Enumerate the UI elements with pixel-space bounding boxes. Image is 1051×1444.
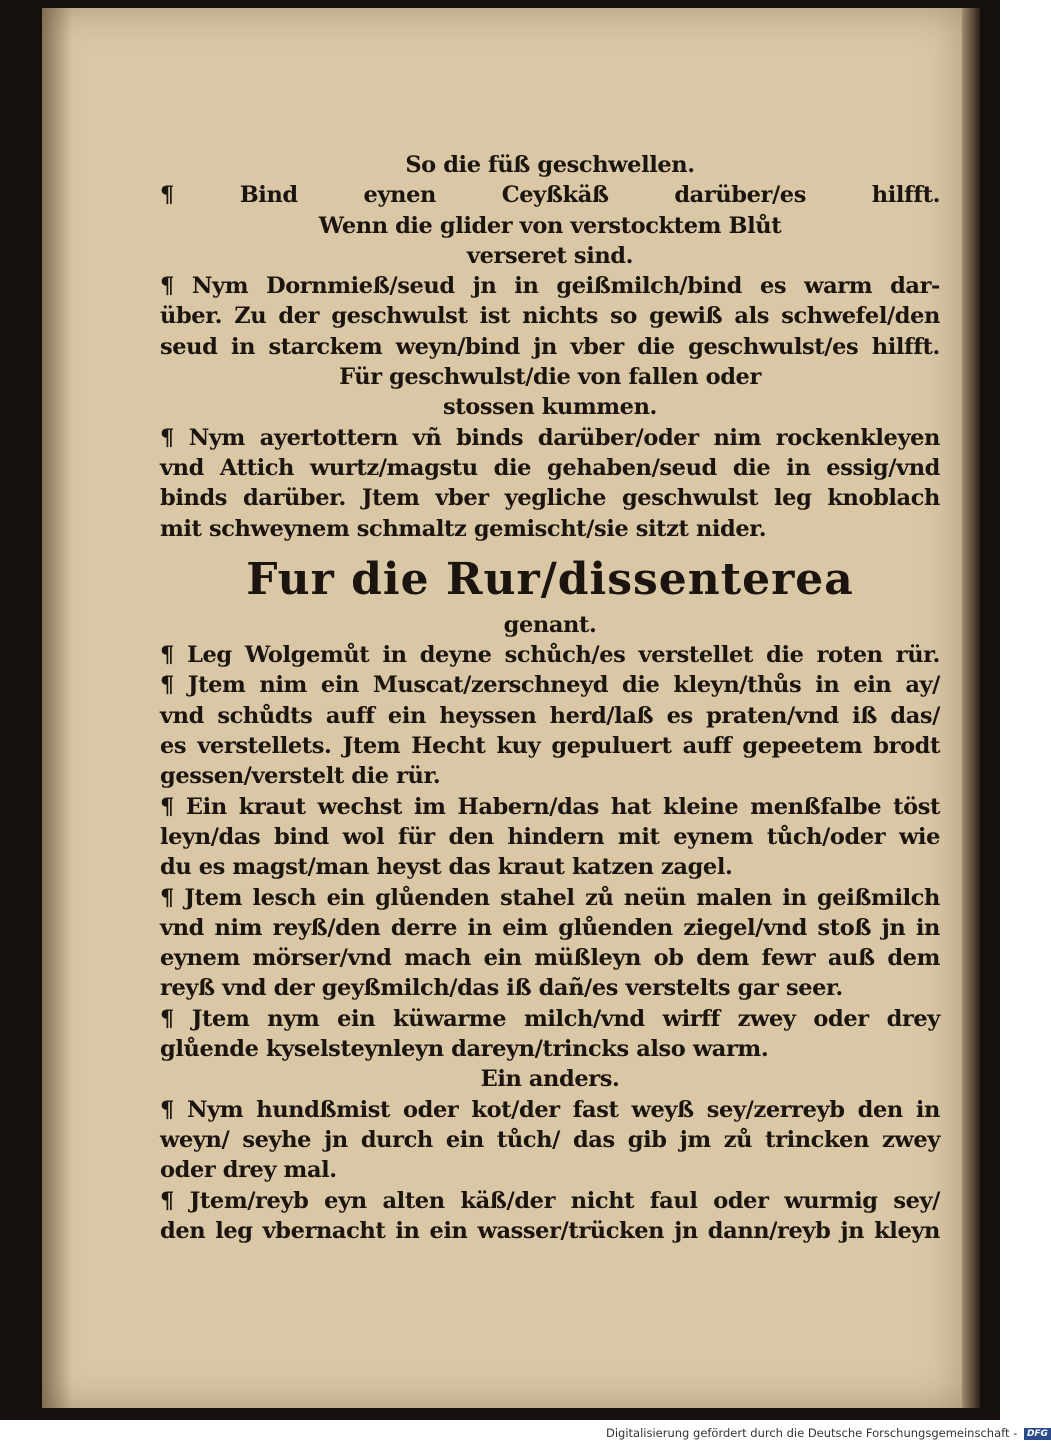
gutter-shadow bbox=[42, 8, 72, 1408]
text-line: glůende kyselsteynleyn dareyn/trincks also warm. bbox=[160, 1036, 769, 1063]
heading-line: Wenn die glider von verstocktem Blůt bbox=[318, 212, 782, 239]
text-line: eynem mörser/vnd mach ein müßleyn ob dem fewr auß dem bbox=[160, 945, 940, 972]
text-line: vnd Attich wurtz/magstu die gehaben/seud die in essig/vnd bbox=[160, 454, 940, 481]
text-line: ¶ Jtem nim ein Muscat/zerschneyd die kleyn/thůs in ein ay/ bbox=[160, 672, 940, 699]
dfg-logo: DFG bbox=[1024, 1428, 1051, 1440]
text-line: ¶ Jtem lesch ein glůenden stahel zů neün malen in geißmilch bbox=[160, 884, 940, 911]
text-line: ¶ Bind eynen Ceyßkäß darüber/es hilfft. bbox=[160, 182, 940, 209]
heading-line: Für geschwulst/die von fallen oder bbox=[339, 364, 761, 391]
text-line: es verstellets. Jtem Hecht kuy gepuluert auff gepeetem brodt bbox=[160, 733, 940, 760]
section-title: Fur die Rur/dissenterea bbox=[246, 553, 854, 605]
text-line: seud in starckem weyn/bind jn vber die geschwulst/es hilfft. bbox=[160, 333, 940, 360]
footer-text: Digitalisierung gefördert durch die Deutsche Forschungsgemeinschaft - bbox=[606, 1426, 1018, 1440]
text-line: vnd schůdts auff ein heyssen herd/laß es praten/vnd iß das/ bbox=[160, 702, 940, 729]
text-line: ¶ Nym Dornmieß/seud jn in geißmilch/bind es warm dar- bbox=[160, 273, 940, 300]
heading-line: verseret sind. bbox=[466, 242, 634, 269]
text-line: über. Zu der geschwulst ist nichts so gewiß als schwefel/den bbox=[160, 303, 940, 330]
text-line: den leg vbernacht in ein wasser/trücken jn dann/reyb jn kleyn bbox=[160, 1217, 940, 1244]
text-line: ¶ Nym hundßmist oder kot/der fast weyß sey/zerreyb den in bbox=[160, 1096, 940, 1123]
text-line: ¶ Leg Wolgemůt in deyne schůch/es verstellet die roten rür. bbox=[160, 642, 940, 669]
text-line: ¶ Jtem nym ein küwarme milch/vnd wirff zwey oder drey bbox=[160, 1005, 940, 1032]
heading-line: stossen kummen. bbox=[443, 394, 657, 421]
heading-line: Ein anders. bbox=[480, 1066, 620, 1093]
text-line: leyn/das bind wol für den hindern mit eynem tůch/oder wie bbox=[160, 823, 940, 850]
text-line: ¶ Jtem/reyb eyn alten käß/der nicht faul oder wurmig sey/ bbox=[160, 1187, 940, 1214]
page-edge bbox=[962, 8, 980, 1408]
text-line: mit schweynem schmaltz gemischt/sie sitzt nider. bbox=[160, 515, 767, 542]
text-line: binds darüber. Jtem vber yegliche geschwulst leg knoblach bbox=[160, 485, 940, 512]
heading-line: genant. bbox=[503, 611, 597, 638]
text-line: vnd nim reyß/den derre in eim glůenden ziegel/vnd stoß jn in bbox=[160, 914, 940, 941]
text-line: gessen/verstelt die rür. bbox=[160, 763, 441, 790]
text-line: ¶ Ein kraut wechst im Habern/das hat kleine menßfalbe töst bbox=[160, 793, 940, 820]
text-line: ¶ Nym ayertottern vñ binds darüber/oder nim rockenkleyen bbox=[160, 424, 940, 451]
text-line: weyn/ seyhe jn durch ein tůch/ das gib jm zů trincken zwey bbox=[160, 1126, 940, 1153]
footer-credit bbox=[606, 1424, 1051, 1442]
text-line: reyß vnd der geyßmilch/das iß dañ/es verstelts gar seer. bbox=[160, 975, 843, 1002]
heading-line: So die füß geschwellen. bbox=[405, 152, 695, 178]
text-line: oder drey mal. bbox=[160, 1157, 337, 1184]
text-line: du es magst/man heyst das kraut katzen zagel. bbox=[160, 854, 733, 881]
page-text bbox=[160, 150, 940, 1246]
